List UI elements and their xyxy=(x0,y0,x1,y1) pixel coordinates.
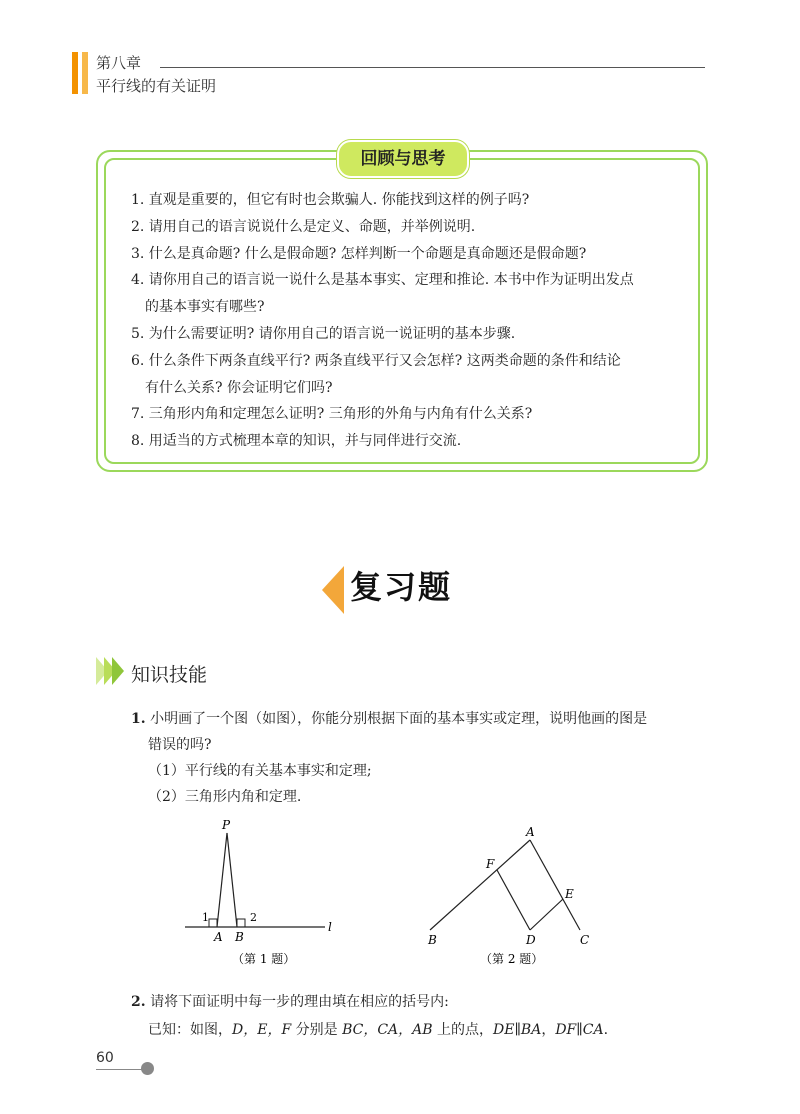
label-C: C xyxy=(580,933,590,947)
header-accent-bar-light xyxy=(82,52,88,94)
subsection-title: 知识技能 xyxy=(131,664,208,686)
figure-caption: （第 2 题） xyxy=(480,952,544,966)
label-B: B xyxy=(235,930,244,944)
given-parallel-1: DE∥BA xyxy=(493,1022,542,1038)
review-question: 4. 请你用自己的语言说一说什么是基本事实、定理和推论. 本书中作为证明出发点 xyxy=(131,272,634,289)
review-question: 5. 为什么需要证明? 请你用自己的语言说一说证明的基本步骤. xyxy=(131,325,516,342)
given-separator: ， xyxy=(541,1022,556,1038)
review-question: 7. 三角形内角和定理怎么证明? 三角形的外角与内角有什么关系? xyxy=(131,406,533,423)
label-D: D xyxy=(526,933,536,947)
problem-text: 错误的吗? xyxy=(148,737,212,753)
review-question: 2. 请用自己的语言说说什么是定义、命题，并举例说明. xyxy=(131,218,476,235)
review-question: 8. 用适当的方式梳理本章的知识，并与同伴进行交流. xyxy=(131,433,462,450)
angle-label-1: 1 xyxy=(202,911,209,924)
figure-segment-AC xyxy=(530,840,580,930)
review-question: 1. 直观是重要的，但它有时也会欺骗人. 你能找到这样的例子吗? xyxy=(131,192,530,208)
chapter-label: 第八章 xyxy=(96,54,142,72)
label-B: B xyxy=(428,933,437,947)
given-prefix: 已知：如图， xyxy=(148,1022,232,1038)
right-angle-mark xyxy=(209,919,217,927)
label-F: F xyxy=(486,857,495,871)
right-angle-mark xyxy=(237,919,245,927)
label-l: l xyxy=(328,920,332,934)
review-question: 6. 什么条件下两条直线平行? 两条直线平行又会怎样? 这两类命题的条件和结论 xyxy=(131,352,621,369)
problem-number: 2. xyxy=(131,994,146,1010)
page-number: 60 xyxy=(96,1050,114,1066)
review-question-continuation: 的基本事实有哪些? xyxy=(145,299,265,316)
label-A: A xyxy=(214,930,223,944)
given-text: 上的点， xyxy=(432,1022,494,1038)
section-arrow-icon xyxy=(322,566,344,614)
page-number-dot xyxy=(141,1062,154,1075)
figure-1 xyxy=(180,815,350,975)
figure-segment-BA xyxy=(430,840,530,930)
review-question-list xyxy=(131,187,691,455)
figure-caption: （第 1 题） xyxy=(232,952,296,966)
problem-text: 请将下面证明中每一步的理由填在相应的括号内: xyxy=(150,994,449,1010)
given-statement xyxy=(131,1016,721,1044)
chapter-subtitle: 平行线的有关证明 xyxy=(96,77,217,95)
figure-segment-PB xyxy=(227,833,237,927)
figure-segment-FD xyxy=(497,870,530,930)
chevron-icon xyxy=(112,657,124,685)
figure-segment-DE xyxy=(530,899,563,930)
header-accent-bar xyxy=(72,52,78,94)
problem-2 xyxy=(131,988,721,1044)
given-end: . xyxy=(603,1022,609,1038)
label-A: A xyxy=(526,825,535,839)
review-question-continuation: 有什么关系? 你会证明它们吗? xyxy=(145,379,333,396)
given-sides: BC，CA，AB xyxy=(342,1022,433,1038)
given-parallel-2: DF∥CA xyxy=(555,1022,604,1038)
page-number-rule xyxy=(96,1069,144,1070)
problem-item: （2）三角形内角和定理. xyxy=(148,789,302,805)
review-title: 回顾与思考 xyxy=(337,140,469,178)
given-points: D，E，F xyxy=(232,1022,292,1038)
section-title: 复习题 xyxy=(350,568,453,606)
problem-item: （1）平行线的有关基本事实和定理; xyxy=(148,763,372,779)
figure-2 xyxy=(420,820,610,975)
review-question: 3. 什么是真命题? 什么是假命题? 怎样判断一个命题是真命题还是假命题? xyxy=(131,245,587,262)
given-text: 分别是 xyxy=(291,1022,343,1038)
figure-segment-PA xyxy=(217,833,227,927)
label-E: E xyxy=(565,887,574,901)
header-rule xyxy=(160,67,705,68)
label-P: P xyxy=(222,818,231,832)
angle-label-2: 2 xyxy=(250,911,257,924)
problem-number: 1. xyxy=(131,711,146,727)
problem-1 xyxy=(131,706,721,810)
problem-text: 小明画了一个图（如图），你能分别根据下面的基本事实或定理，说明他画的图是 xyxy=(150,711,648,727)
